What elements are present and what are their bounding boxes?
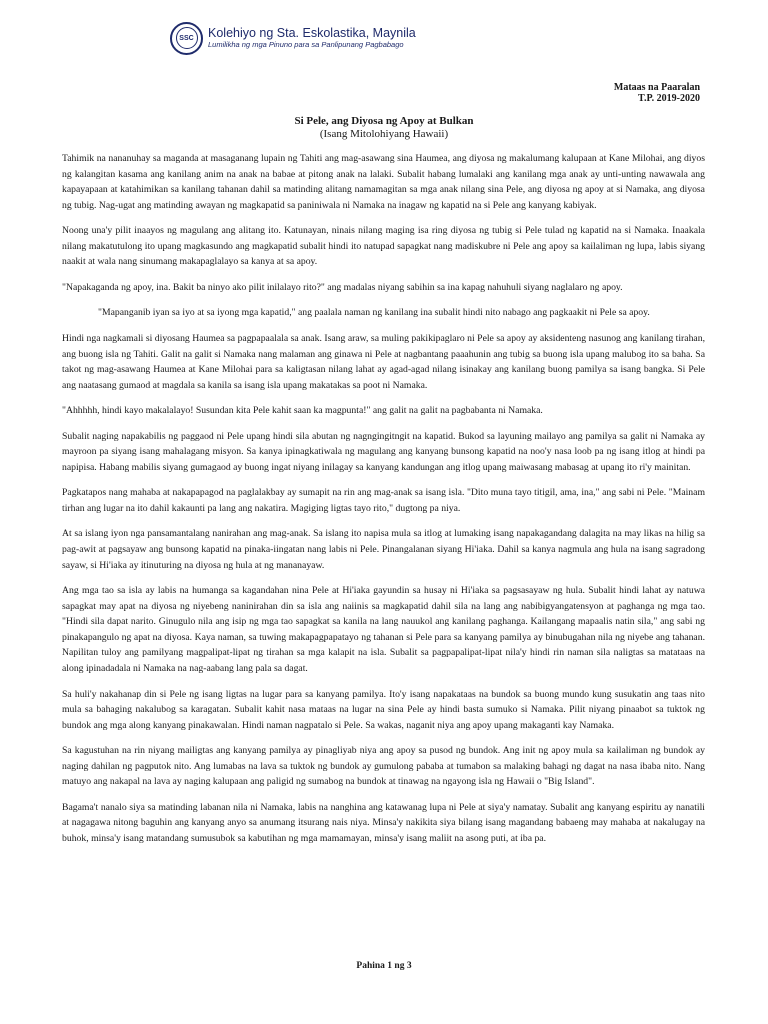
paragraph: "Ahhhhh, hindi kayo makalalayo! Susundan kita Pele kahit saan ka magpunta!" ang galit na galit na pagbabanta ni Namaka. [62, 405, 543, 417]
paragraph: Ang mga tao sa isla ay labis na humanga sa kagandahan nina Pele at Hi'iaka gayundin sa husay ni Hi'iaka sa pagsasayaw ng hula. Subalit hindi lahat ay natuwa sapagkat may apat na diyosa ng niyebeng naninirahan din sa isla ang naiinis sa magkapatid dahil sila na lang ang nabibigyangatensyon at paghanga ng mga tao. "Hindi sila dapat narito. Ginugulo nila ang isip ng mga tao sapagkat sa kanila na lang nauukol ang kanilang paghanga. Kailangang mapaalis natin sila," ang sabi ng pinakapangulo ng apat na diyosa. Kaya naman, sa tuwing makapagpapatayo ng tahanan si Pele para sa kanyang pamilya ay binubugahan nila ng niyebe ang tahanan. Napilitan tuloy ang pamilyang magpalipat-lipat ng tirahan sa mga kalapit na isla. Subalit sa pagpapalipat-lipat nila'y hindi rin naman sila naligtas sa matataas na along ipinadadala ni Namaka na nag-aabang lang pala sa dagat. [62, 585, 705, 675]
school-tagline: Lumilikha ng mga Pinuno para sa Panlipunang Pagbabago [208, 40, 404, 49]
paragraph: "Mapanganib iyan sa iyo at sa iyong mga kapatid," ang paalala naman ng kanilang ina subalit hindi nito nabago ang pagkaakit ni Pele sa apoy. [98, 307, 650, 319]
paragraph: Pagkatapos nang mahaba at nakapapagod na paglalakbay ay sumapit na rin ang mag-anak sa isang isla. "Dito muna tayo titigil, ama, ina," ang sabi ni Pele. "Mainam tirhan ang lugar na ito dahil kakaunti pa lang ang nakatira. Magiging ligtas tayo rito," dugtong pa niya. [62, 487, 705, 514]
title-block [0, 115, 768, 140]
paragraph: Noong una'y pilit inaayos ng magulang ang alitang ito. Katunayan, ninais nilang maging isa ring diyosa ng tubig si Pele tulad ng kapatid na si Namaka. Inaakala nilang makatutulong ito upang magkasundo ang magkapatid subalit hindi ito natupad sapagkat nang madiskubre ni Pele ang apoy sa kailaliman ng lupa, labis siyang naakit at wala nang sinumang makapaglalayo sa kanya at sa apoy. [62, 225, 705, 268]
school-level: Mataas na Paaralan [613, 82, 700, 93]
school-header [170, 20, 416, 56]
paragraph: Bagama't nanalo siya sa matinding labanan nila ni Namaka, labis na nanghina ang katawanag lupa ni Pele at siya'y namatay. Subalit ang kanyang espiritu ay nanatili at nagagawa nitong baguhin ang kanyang anyo sa anumang itsurang nais niya. Minsa'y nakikita siya bilang isang magandang babaeng may mahaba at nakalugay na buhok, minsa'y isang matandang sumusubok sa kabutihan ng mga mamamayan, minsa'y isang maliit na asong puti, at iba pa. [62, 801, 705, 845]
paragraph: Subalit naging napakabilis ng paggaod ni Pele upang hindi sila abutan ng nagngingitngit na kapatid. Bukod sa layuning mailayo ang pamilya sa galit ni Namaka ay mayroon pa siyang isang mahalagang misyon. Sa kanya ipinagkatiwala ng magulang ang kanyang bunsong kapatid na noo'y nasa loob pa ng isang itlog at hindi pa napipisa. Habang mabilis siyang gumagaod ay buong ingat niyang inilagay sa kanyang kandungan ang itlog upang maiwasang mabasag at upang ito ri'y mainitan. [62, 430, 705, 473]
school-year: T.P. 2019-2020 [638, 93, 700, 104]
paragraph: Sa kagustuhan na rin niyang mailigtas ang kanyang pamilya ay pinagliyab niya ang apoy sa pusod ng bundok. Ang init ng apoy mula sa kailaliman ng bundok ay naging dahilan ng pagputok nito. Ang lumabas na lava sa tuktok ng bundok ay gumulong pababa at tumabon sa malaking bahagi ng dagat na nasa ibaba nito. Nang matuyo ang nakapal na lava ay naging kalupaan ang paligid ng sumabog na bundok at tinawag na ngayong isla ng Hawaii o "Big Island". [62, 745, 705, 788]
page-number: Pahina 1 ng 3 [356, 961, 412, 971]
paragraph: Hindi nga nagkamali si diyosang Haumea sa pagpapaalala sa anak. Isang araw, sa muling pakikipaglaro ni Pele sa apoy ay aksidenteng nasunog ang kanilang tirahan, ang buong isla ng Tahiti. Galit na galit si Namaka nang malaman ang ginawa ni Pele at nagbantang paaahunin ang tubig sa buong isla upang malubog ito sa baha. Sa takot ng mag-asawang Haumea at Kane Milohai para sa kaligtasan nilang lahat ay agad-agad nilang isinakay ang kanilang buong pamilya sa isang bangka. Si Pele ang naatasang gumaod at magdala sa kanila sa isang isla upang makatakas sa poot ni Namaka. [62, 332, 705, 391]
document-meta [614, 82, 700, 104]
school-text-block [208, 26, 416, 50]
document-subtitle: (Isang Mitolohiyang Hawaii) [319, 127, 449, 140]
seal-monogram: SSC [176, 27, 198, 49]
paragraph: Tahimik na nananuhay sa maganda at masaganang lupain ng Tahiti ang mag-asawang sina Haumea, ang diyosa ng makalumang kalupaan at Kane Milohai, ang diyos ng kalangitan kasama ang kanilang anim na anak na babae at pitong anak na lalaki. Subalit habang lumalaki ang kanilang mga anak ay unti-unting nawawala ang kapayapaan at katahimikan sa kanilang tahanan dahil sa matinding alitang namamagitan sa mga anak nilang sina Pele, ang diyosa ng apoy at si Namaka, ang diyosa ng tubig. Nag-ugat ang matinding awayan ng magkapatid sa paniniwala ni Namaka na inagaw ng kapatid na si Pele ang kanyang kabiyak. [62, 153, 705, 211]
document-title: Si Pele, ang Diyosa ng Apoy at Bulkan [294, 115, 474, 127]
school-name: Kolehiyo ng Sta. Eskolastika, Maynila [208, 26, 416, 40]
story-body [62, 151, 705, 857]
paragraph: "Napakaganda ng apoy, ina. Bakit ba ninyo ako pilit inilalayo rito?" ang madalas niyang sabihin sa ina kapag nahuhuli siyang naglalaro ng apoy. [62, 281, 623, 293]
paragraph: Sa huli'y nakahanap din si Pele ng isang ligtas na lugar para sa kanyang pamilya. Ito'y isang napakataas na bundok sa buong mundo kung susukatin ang taas nito mula sa bahaging nakalubog sa karagatan. Subalit kahit nasa mataas na lugar na sina Pele ay hindi basta sumuko si Namaka. Pilit niyang pinaabot sa tuktok ng bundok ang mga along kanyang pinakawalan. Hindi naman nagpatalo si Pele. Sa wakas, naganit niya ang apoy upang makaganti kay Namaka. [62, 688, 705, 731]
school-seal-logo [170, 22, 203, 55]
paragraph: At sa islang iyon nga pansamantalang nanirahan ang mag-anak. Sa islang ito napisa mula sa itlog at lumaking isang napakagandang dalagita na may likas na hilig sa pag-awit at pagsayaw ang bunsong kapatid na pinaka-iingatan nang labis ni Pele. Pinangalanan siyang Hi'iaka. Dahil sa kanya nagmula ang hula na isang sagradong sayaw, si Hi'iaka ay itinuturing na diyosa ng hula at ng mananayaw. [62, 528, 705, 571]
